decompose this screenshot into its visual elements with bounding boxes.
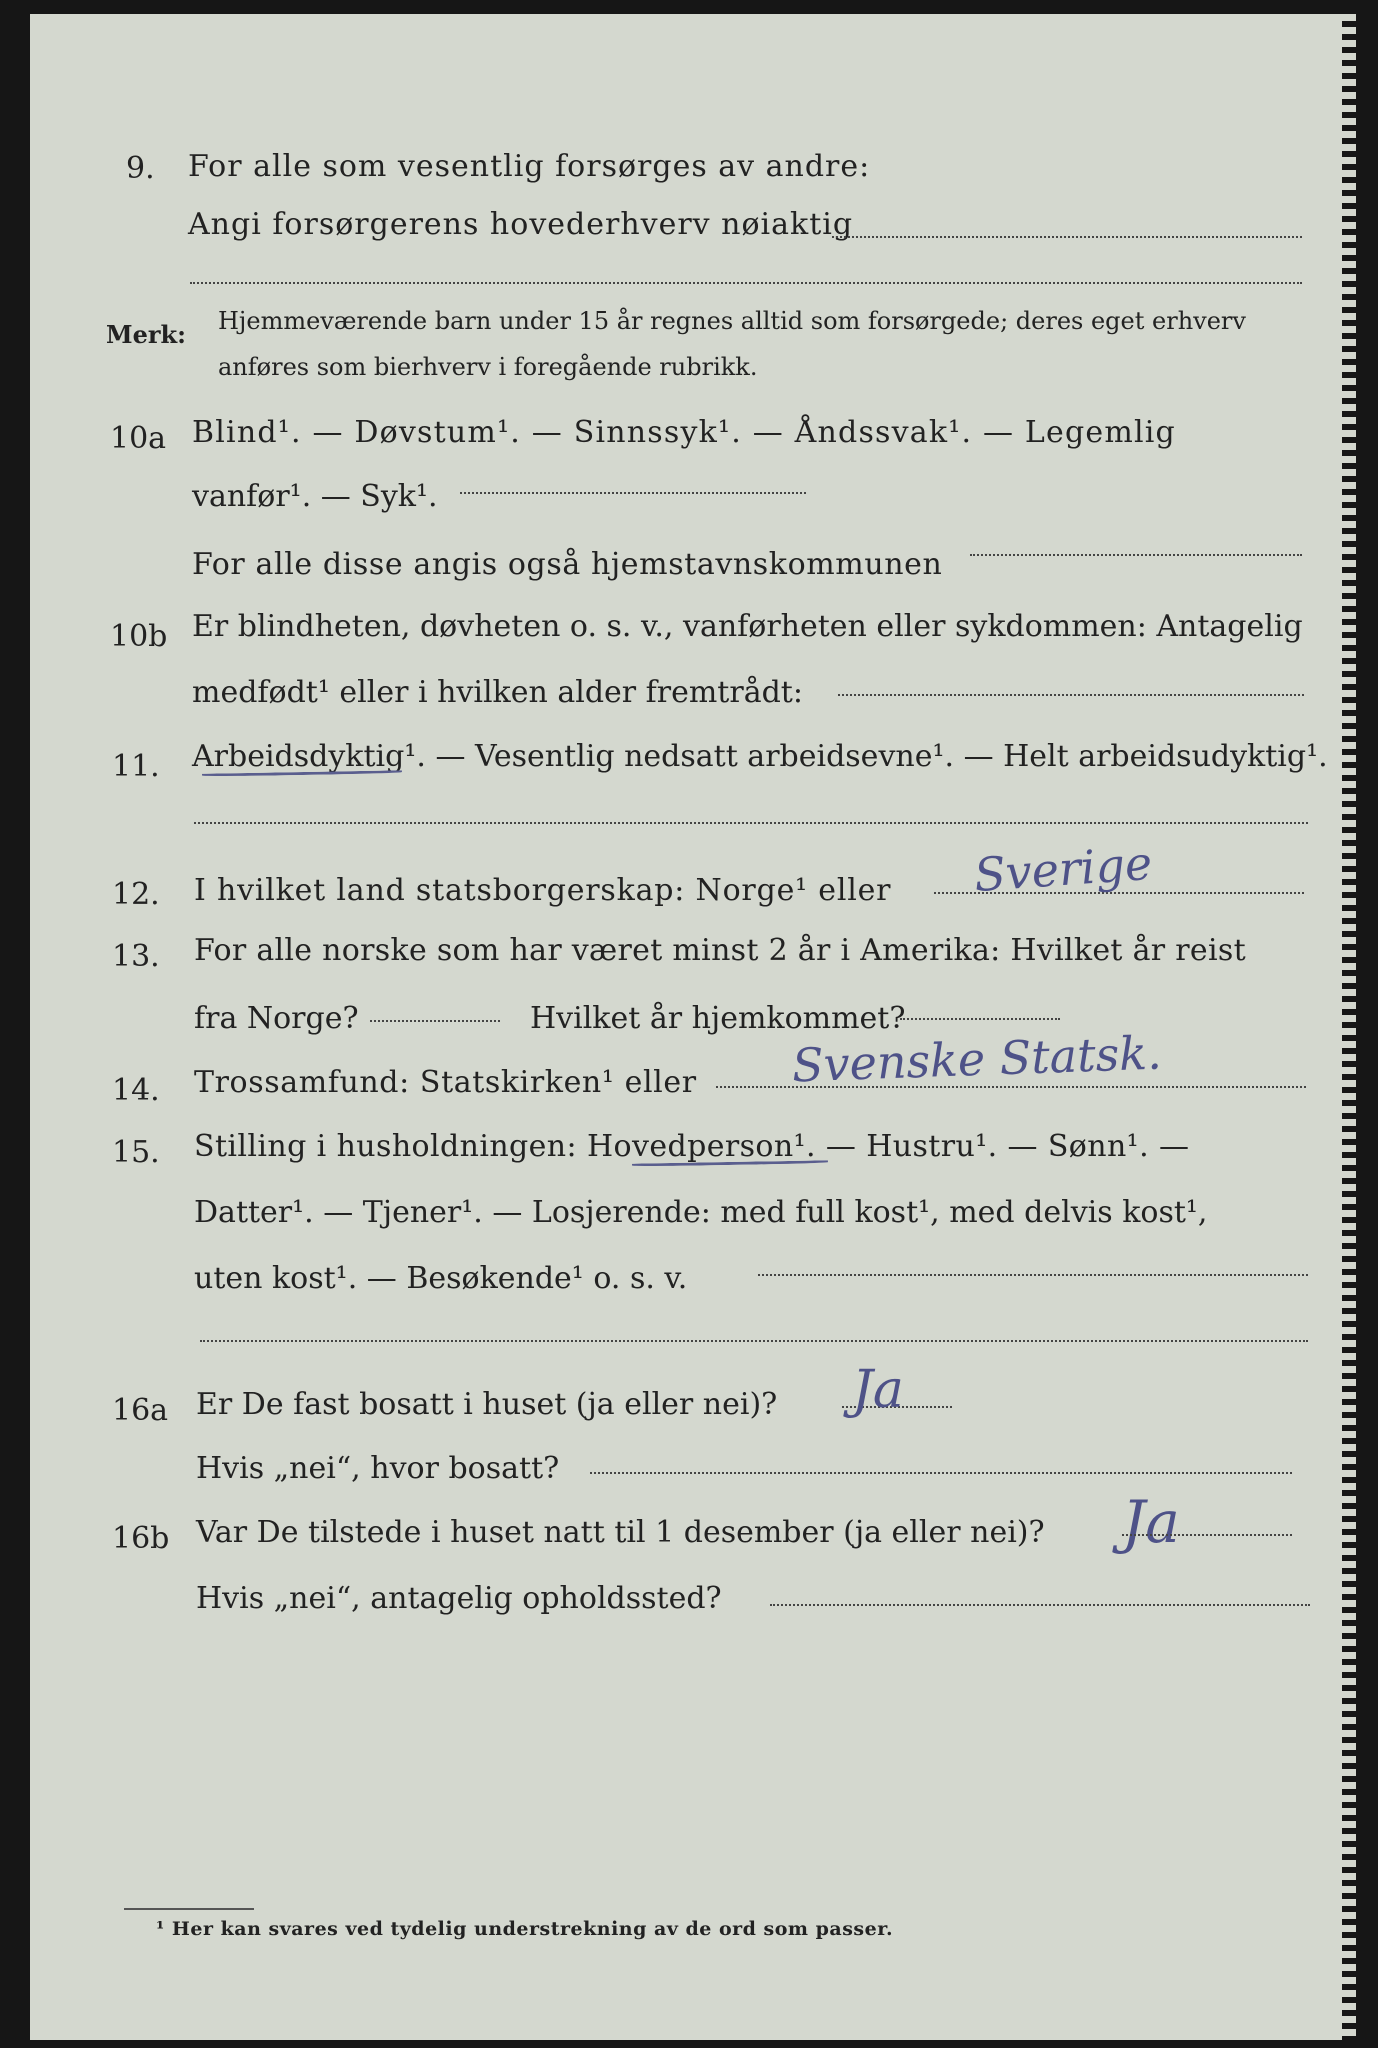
question-9-subtext: Angi forsørgerens hovederhverv nøiaktig [188,207,854,242]
answer-line-16b-opholdssted [770,1604,1310,1606]
question-16a-line2: Hvis „nei“, hvor bosatt? [196,1451,560,1486]
note-text-line1: Hjemmeværende barn under 15 år regnes alltid som forsørgede; deres eget erhverv [218,307,1246,335]
census-form-page [30,14,1348,2040]
question-10b-text: Er blindheten, døvheten o. s. v., vanførheten eller sykdommen: Antagelig [192,609,1303,644]
answer-line-10a [460,492,806,494]
footnote: ¹ Her kan svares ved tydelig understrekning av de ord som passer. [156,1918,894,1940]
answer-line-9 [832,236,1302,238]
handwritten-answer-14: Svenske Statsk. [791,1025,1163,1093]
answer-line-16a-bosatt [590,1472,1292,1474]
question-16b-line2: Hvis „nei“, antagelig opholdssted? [196,1581,722,1616]
question-15-number: 15. [112,1135,160,1170]
handwritten-answer-16a: Ja [852,1360,904,1420]
perforated-edge [1342,14,1356,2040]
question-9-number: 9. [126,151,155,186]
answer-line-10a-kommune [970,554,1302,556]
question-10a-number: 10a [110,421,167,456]
footnote-rule [124,1908,254,1910]
handwritten-answer-12: Sverige [972,835,1154,903]
question-12-text: I hvilket land statsborgerskap: Norge¹ eller [194,873,892,908]
handwritten-answer-16b: Ja [1122,1488,1180,1556]
answer-line-15b [200,1340,1308,1342]
answer-line-16b [1122,1534,1292,1536]
question-10a-text: Blind¹. — Døvstum¹. — Sinnssyk¹. — Åndssvak¹. — Legemlig [192,415,1176,450]
note-label: Merk: [106,320,186,349]
answer-line-10b [838,694,1304,696]
question-16b-number: 16b [112,1521,170,1556]
answer-line-9b [190,282,1302,284]
question-13-line2b: Hvilket år hjemkommet? [530,1001,906,1036]
question-11-number: 11. [112,749,160,784]
answer-line-13b [900,1018,1060,1020]
question-15-text: Stilling i husholdningen: Hovedperson¹. — Hustru¹. — Sønn¹. — [194,1129,1190,1164]
question-14-number: 14. [112,1073,160,1108]
question-10a-line3: For alle disse angis også hjemstavnskommunen [192,547,943,582]
question-16a-number: 16a [112,1393,169,1428]
question-10b-line2: medfødt¹ eller i hvilken alder fremtrådt: [192,675,803,710]
question-10b-number: 10b [110,619,168,654]
question-10a-line2: vanfør¹. — Syk¹. [192,479,438,514]
answer-line-13a [370,1020,500,1022]
question-15-line3: uten kost¹. — Besøkende¹ o. s. v. [194,1261,688,1296]
note-text-line2: anføres som bierhverv i foregående rubrikk. [218,353,758,381]
question-15-line2: Datter¹. — Tjener¹. — Losjerende: med full kost¹, med delvis kost¹, [194,1195,1208,1230]
answer-line-11 [194,822,1308,824]
question-9-text: For alle som vesentlig forsørges av andre: [188,149,871,184]
question-14-text: Trossamfund: Statskirken¹ eller [194,1065,697,1100]
question-16a-text: Er De fast bosatt i huset (ja eller nei)? [196,1387,778,1422]
question-16b-text: Var De tilstede i huset natt til 1 desember (ja eller nei)? [196,1515,1045,1550]
question-11-text: Arbeidsdyktig¹. — Vesentlig nedsatt arbeidsevne¹. — Helt arbeidsudyktig¹. [192,739,1328,774]
question-13-number: 13. [112,939,160,974]
question-12-number: 12. [112,877,160,912]
question-13-line2a: fra Norge? [194,1001,359,1036]
question-13-text: For alle norske som har været minst 2 år i Amerika: Hvilket år reist [194,933,1246,968]
answer-line-15 [758,1274,1308,1276]
